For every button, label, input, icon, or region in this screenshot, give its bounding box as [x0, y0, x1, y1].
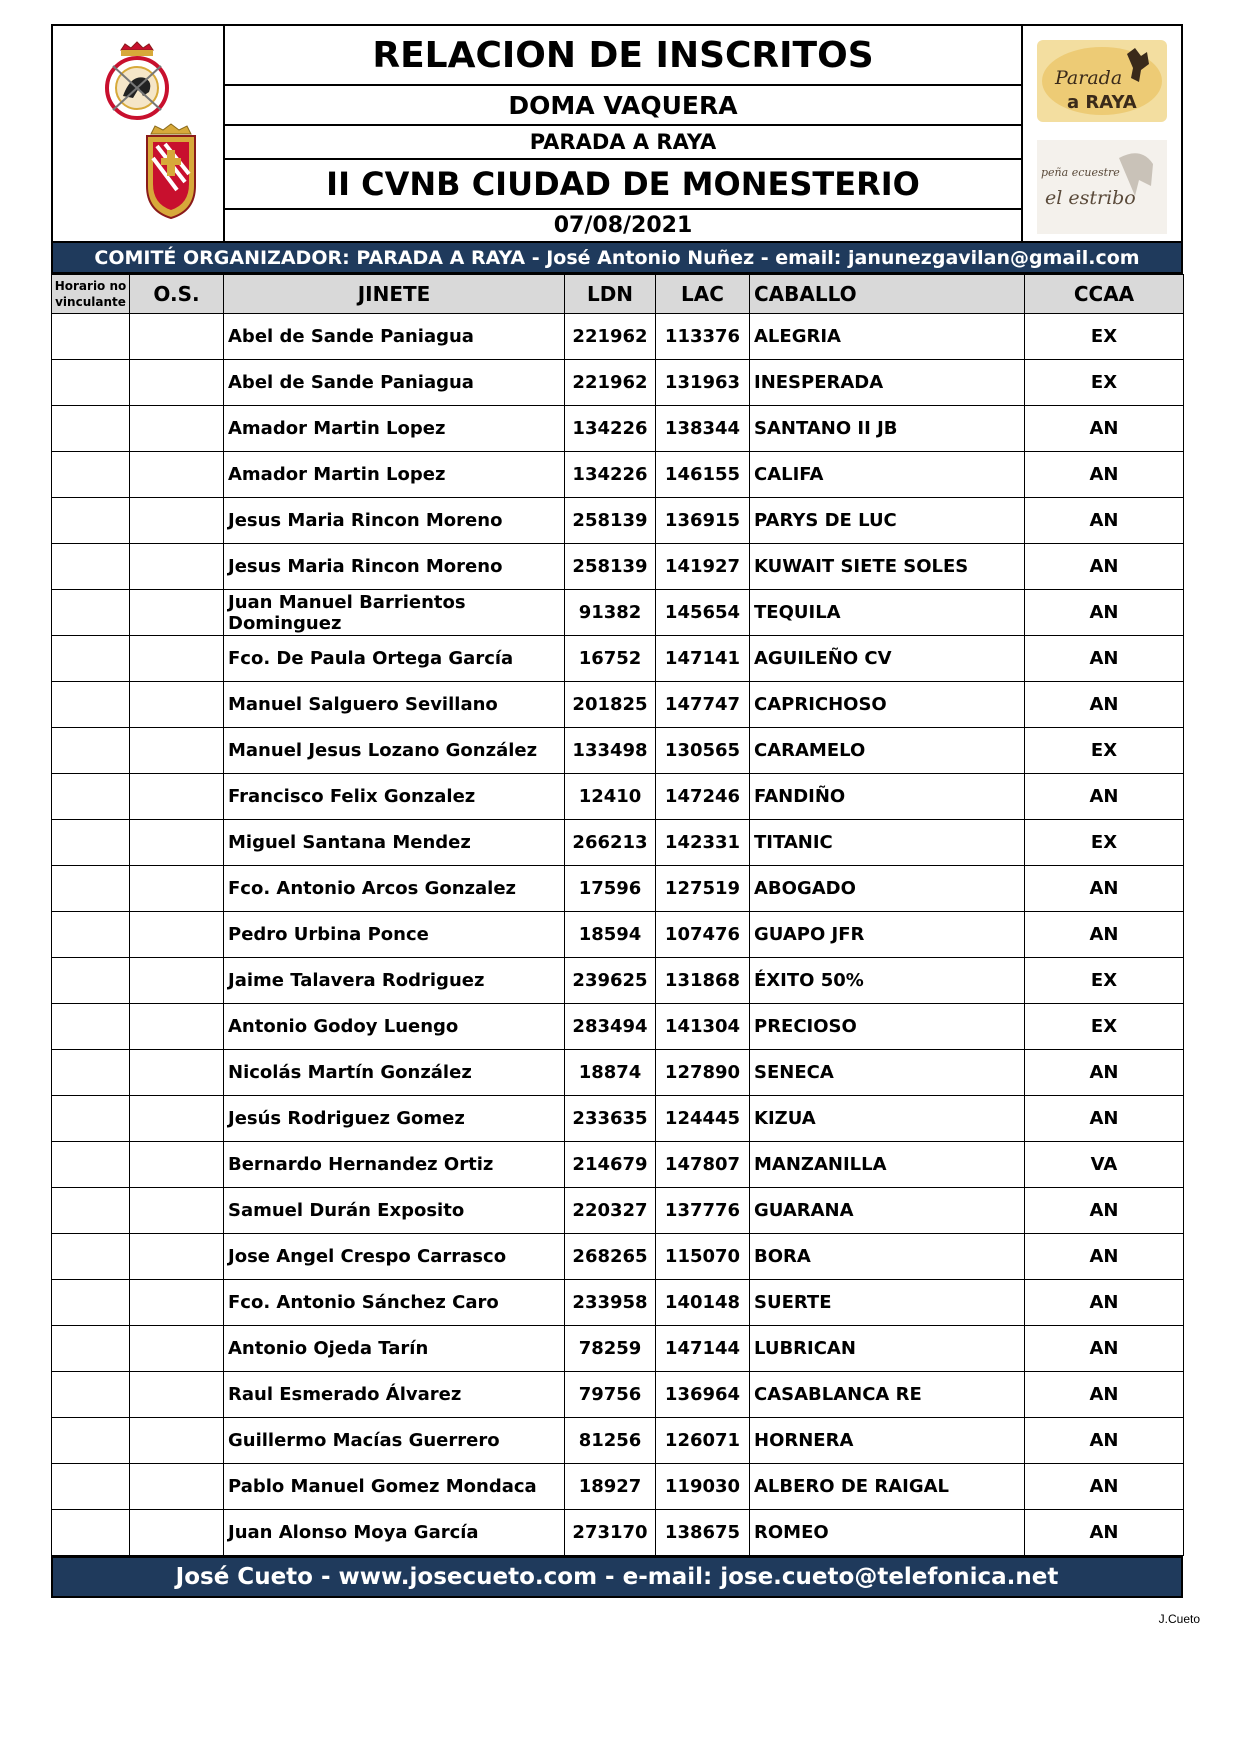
cell-lac: 113376: [656, 314, 750, 360]
cell-lac: 137776: [656, 1188, 750, 1234]
cell-os: [130, 1188, 224, 1234]
cell-ldn: 214679: [565, 1142, 656, 1188]
cell-os: [130, 1464, 224, 1510]
cell-caballo: TITANIC: [750, 820, 1025, 866]
cell-jinete: Antonio Godoy Luengo: [224, 1004, 565, 1050]
cell-caballo: CARAMELO: [750, 728, 1025, 774]
table-row: [52, 774, 1184, 820]
cell-ccaa: AN: [1025, 1510, 1184, 1556]
cell-jinete: Juan Alonso Moya García: [224, 1510, 565, 1556]
cell-os: [130, 774, 224, 820]
table-row: [52, 912, 1184, 958]
cell-lac: 142331: [656, 820, 750, 866]
cell-caballo: KUWAIT SIETE SOLES: [750, 544, 1025, 590]
cell-horario: [52, 774, 130, 820]
cell-ldn: 239625: [565, 958, 656, 1004]
cell-ldn: 18594: [565, 912, 656, 958]
cell-ldn: 91382: [565, 590, 656, 636]
cell-caballo: PARYS DE LUC: [750, 498, 1025, 544]
cell-lac: 141304: [656, 1004, 750, 1050]
cell-horario: [52, 498, 130, 544]
table-row: [52, 866, 1184, 912]
col-caballo: CABALLO: [750, 275, 1025, 314]
cell-jinete: Abel de Sande Paniagua: [224, 360, 565, 406]
cell-lac: 136964: [656, 1372, 750, 1418]
cell-ccaa: AN: [1025, 912, 1184, 958]
cell-lac: 115070: [656, 1234, 750, 1280]
cell-horario: [52, 590, 130, 636]
cell-ldn: 134226: [565, 406, 656, 452]
cell-os: [130, 360, 224, 406]
cell-os: [130, 1326, 224, 1372]
cell-caballo: AGUILEÑO CV: [750, 636, 1025, 682]
cell-jinete: Fco. Antonio Sánchez Caro: [224, 1280, 565, 1326]
cell-lac: 141927: [656, 544, 750, 590]
cell-horario: [52, 1050, 130, 1096]
cell-jinete: Miguel Santana Mendez: [224, 820, 565, 866]
cell-os: [130, 912, 224, 958]
cell-lac: 136915: [656, 498, 750, 544]
cell-jinete: Raul Esmerado Álvarez: [224, 1372, 565, 1418]
cell-ccaa: AN: [1025, 544, 1184, 590]
document-sheet: [51, 24, 1183, 1598]
cell-caballo: LUBRICAN: [750, 1326, 1025, 1372]
cell-caballo: FANDIÑO: [750, 774, 1025, 820]
cell-caballo: PRECIOSO: [750, 1004, 1025, 1050]
cell-jinete: Jesus Maria Rincon Moreno: [224, 544, 565, 590]
table-row: [52, 636, 1184, 682]
cell-ldn: 220327: [565, 1188, 656, 1234]
cell-horario: [52, 866, 130, 912]
cell-jinete: Samuel Durán Exposito: [224, 1188, 565, 1234]
cell-caballo: CAPRICHOSO: [750, 682, 1025, 728]
cell-horario: [52, 1234, 130, 1280]
cell-jinete: Jesus Maria Rincon Moreno: [224, 498, 565, 544]
cell-lac: 131868: [656, 958, 750, 1004]
cell-lac: 140148: [656, 1280, 750, 1326]
cell-os: [130, 1096, 224, 1142]
cell-ldn: 258139: [565, 498, 656, 544]
cell-lac: 124445: [656, 1096, 750, 1142]
cell-os: [130, 1142, 224, 1188]
header-block: [51, 24, 1183, 241]
cell-ccaa: AN: [1025, 866, 1184, 912]
cell-horario: [52, 728, 130, 774]
cell-horario: [52, 1418, 130, 1464]
table-row: [52, 1142, 1184, 1188]
table-row: [52, 1418, 1184, 1464]
left-logos: [53, 26, 225, 241]
cell-jinete: Guillermo Macías Guerrero: [224, 1418, 565, 1464]
cell-os: [130, 958, 224, 1004]
cell-ccaa: EX: [1025, 958, 1184, 1004]
col-ldn: LDN: [565, 275, 656, 314]
cell-lac: 138675: [656, 1510, 750, 1556]
cell-jinete: Amador Martin Lopez: [224, 406, 565, 452]
cell-jinete: Manuel Jesus Lozano González: [224, 728, 565, 774]
table-row: [52, 1188, 1184, 1234]
cell-ldn: 78259: [565, 1326, 656, 1372]
cell-caballo: SENECA: [750, 1050, 1025, 1096]
cell-ldn: 233635: [565, 1096, 656, 1142]
cell-ldn: 201825: [565, 682, 656, 728]
table-row: [52, 314, 1184, 360]
svg-text:el estribo: el estribo: [1045, 187, 1136, 209]
cell-horario: [52, 912, 130, 958]
cell-ccaa: AN: [1025, 636, 1184, 682]
cell-horario: [52, 1464, 130, 1510]
cell-jinete: Jaime Talavera Rodriguez: [224, 958, 565, 1004]
cell-jinete: Nicolás Martín González: [224, 1050, 565, 1096]
cell-os: [130, 498, 224, 544]
cell-horario: [52, 682, 130, 728]
table-row: [52, 820, 1184, 866]
cell-os: [130, 1050, 224, 1096]
cell-os: [130, 1234, 224, 1280]
cell-caballo: CALIFA: [750, 452, 1025, 498]
cell-os: [130, 590, 224, 636]
cell-horario: [52, 1510, 130, 1556]
cell-ccaa: EX: [1025, 728, 1184, 774]
cell-jinete: Francisco Felix Gonzalez: [224, 774, 565, 820]
cell-ldn: 18874: [565, 1050, 656, 1096]
cell-horario: [52, 360, 130, 406]
col-os: O.S.: [130, 275, 224, 314]
cell-lac: 147747: [656, 682, 750, 728]
cell-ccaa: AN: [1025, 452, 1184, 498]
cell-ccaa: EX: [1025, 1004, 1184, 1050]
table-row: [52, 728, 1184, 774]
cell-caballo: SUERTE: [750, 1280, 1025, 1326]
table-header-row: [52, 275, 1184, 314]
cell-lac: 131963: [656, 360, 750, 406]
cell-jinete: Jose Angel Crespo Carrasco: [224, 1234, 565, 1280]
cell-ldn: 233958: [565, 1280, 656, 1326]
cell-ldn: 258139: [565, 544, 656, 590]
cell-jinete: Jesús Rodriguez Gomez: [224, 1096, 565, 1142]
cell-horario: [52, 1004, 130, 1050]
cell-ccaa: AN: [1025, 1234, 1184, 1280]
svg-text:Parada: Parada: [1055, 67, 1123, 89]
cell-lac: 127890: [656, 1050, 750, 1096]
cell-lac: 146155: [656, 452, 750, 498]
cell-caballo: ÉXITO 50%: [750, 958, 1025, 1004]
cell-caballo: ABOGADO: [750, 866, 1025, 912]
cell-ldn: 81256: [565, 1418, 656, 1464]
cell-horario: [52, 406, 130, 452]
cell-jinete: Abel de Sande Paniagua: [224, 314, 565, 360]
equestrian-federation-emblem-icon: [107, 42, 167, 118]
cell-caballo: ALEGRIA: [750, 314, 1025, 360]
right-logos: [1021, 26, 1181, 241]
cell-ldn: 17596: [565, 866, 656, 912]
table-row: [52, 590, 1184, 636]
cell-jinete: Fco. Antonio Arcos Gonzalez: [224, 866, 565, 912]
event-date: 07/08/2021: [553, 213, 693, 238]
cell-lac: 147141: [656, 636, 750, 682]
cell-ccaa: VA: [1025, 1142, 1184, 1188]
cell-ldn: 133498: [565, 728, 656, 774]
col-jinete: JINETE: [224, 275, 565, 314]
cell-horario: [52, 1096, 130, 1142]
table-row: [52, 1464, 1184, 1510]
cell-horario: [52, 636, 130, 682]
table-row: [52, 1326, 1184, 1372]
monesterio-coat-of-arms-icon: [147, 124, 195, 218]
cell-horario: [52, 314, 130, 360]
cell-caballo: CASABLANCA RE: [750, 1372, 1025, 1418]
cell-lac: 147807: [656, 1142, 750, 1188]
cell-os: [130, 544, 224, 590]
cell-ldn: 221962: [565, 314, 656, 360]
col-horario: Horario no vinculante: [52, 275, 130, 314]
table-row: [52, 544, 1184, 590]
discipline-title: DOMA VAQUERA: [225, 86, 1021, 126]
cell-ldn: 268265: [565, 1234, 656, 1280]
cell-ccaa: AN: [1025, 590, 1184, 636]
federation-crest-icon: [53, 26, 223, 239]
title-stack: [225, 26, 1021, 241]
cell-caballo: BORA: [750, 1234, 1025, 1280]
cell-lac: 127519: [656, 866, 750, 912]
cell-os: [130, 820, 224, 866]
table-row: [52, 1004, 1184, 1050]
cell-os: [130, 452, 224, 498]
cell-jinete: Bernardo Hernandez Ortiz: [224, 1142, 565, 1188]
cell-os: [130, 314, 224, 360]
table-row: [52, 682, 1184, 728]
cell-lac: 107476: [656, 912, 750, 958]
cell-horario: [52, 958, 130, 1004]
cell-ccaa: AN: [1025, 498, 1184, 544]
cell-ccaa: AN: [1025, 774, 1184, 820]
cell-lac: 138344: [656, 406, 750, 452]
svg-text:a RAYA: a RAYA: [1067, 92, 1137, 113]
footer-contact-band: José Cueto - www.josecueto.com - e-mail: jose.cueto@telefonica.net: [51, 1556, 1183, 1598]
cell-horario: [52, 544, 130, 590]
cell-ccaa: AN: [1025, 1280, 1184, 1326]
cell-os: [130, 1418, 224, 1464]
cell-ldn: 283494: [565, 1004, 656, 1050]
table-row: [52, 1050, 1184, 1096]
cell-caballo: ALBERO DE RAIGAL: [750, 1464, 1025, 1510]
cell-ccaa: AN: [1025, 1372, 1184, 1418]
cell-caballo: KIZUA: [750, 1096, 1025, 1142]
event-title: II CVNB CIUDAD DE MONESTERIO: [225, 160, 1021, 210]
cell-ccaa: AN: [1025, 406, 1184, 452]
table-row: [52, 406, 1184, 452]
cell-jinete: Pedro Urbina Ponce: [224, 912, 565, 958]
cell-jinete: Manuel Salguero Sevillano: [224, 682, 565, 728]
table-row: [52, 958, 1184, 1004]
col-ccaa: CCAA: [1025, 275, 1184, 314]
cell-ccaa: AN: [1025, 1418, 1184, 1464]
cell-lac: 145654: [656, 590, 750, 636]
table-row: [52, 1096, 1184, 1142]
cell-lac: 130565: [656, 728, 750, 774]
cell-caballo: MANZANILLA: [750, 1142, 1025, 1188]
cell-horario: [52, 1142, 130, 1188]
organizing-committee-band: COMITÉ ORGANIZADOR: PARADA A RAYA - José Antonio Nuñez - email: janunezgavilan@gmail.com: [51, 241, 1183, 274]
cell-lac: 147246: [656, 774, 750, 820]
cell-os: [130, 682, 224, 728]
cell-caballo: ROMEO: [750, 1510, 1025, 1556]
cell-ldn: 12410: [565, 774, 656, 820]
cell-caballo: INESPERADA: [750, 360, 1025, 406]
cell-os: [130, 866, 224, 912]
cell-ldn: 273170: [565, 1510, 656, 1556]
cell-os: [130, 1510, 224, 1556]
cell-caballo: TEQUILA: [750, 590, 1025, 636]
cell-ccaa: AN: [1025, 682, 1184, 728]
page-title: RELACION DE INSCRITOS: [225, 26, 1021, 86]
cell-horario: [52, 820, 130, 866]
cell-ldn: 266213: [565, 820, 656, 866]
cell-os: [130, 636, 224, 682]
cell-jinete: Pablo Manuel Gomez Mondaca: [224, 1464, 565, 1510]
cell-ldn: 221962: [565, 360, 656, 406]
cell-os: [130, 1280, 224, 1326]
parada-a-raya-logo-icon: [1037, 40, 1167, 122]
table-row: [52, 452, 1184, 498]
cell-ccaa: AN: [1025, 1464, 1184, 1510]
cell-os: [130, 728, 224, 774]
table-row: [52, 1280, 1184, 1326]
cell-ccaa: EX: [1025, 314, 1184, 360]
cell-jinete: Fco. De Paula Ortega García: [224, 636, 565, 682]
cell-horario: [52, 1280, 130, 1326]
cell-ccaa: AN: [1025, 1050, 1184, 1096]
cell-os: [130, 1372, 224, 1418]
entries-table: [51, 274, 1184, 1556]
cell-horario: [52, 1326, 130, 1372]
cell-lac: 147144: [656, 1326, 750, 1372]
svg-text:peña ecuestre: peña ecuestre: [1041, 166, 1120, 179]
cell-ccaa: AN: [1025, 1326, 1184, 1372]
table-row: [52, 498, 1184, 544]
cell-jinete: Juan Manuel Barrientos Dominguez: [224, 590, 565, 636]
pena-el-estribo-logo-icon: [1037, 140, 1167, 234]
col-lac: LAC: [656, 275, 750, 314]
cell-os: [130, 1004, 224, 1050]
cell-ldn: 18927: [565, 1464, 656, 1510]
cell-jinete: Amador Martin Lopez: [224, 452, 565, 498]
cell-ldn: 79756: [565, 1372, 656, 1418]
cell-ldn: 134226: [565, 452, 656, 498]
cell-caballo: HORNERA: [750, 1418, 1025, 1464]
cell-ccaa: EX: [1025, 820, 1184, 866]
cell-jinete: Antonio Ojeda Tarín: [224, 1326, 565, 1372]
cell-caballo: GUARANA: [750, 1188, 1025, 1234]
cell-horario: [52, 1188, 130, 1234]
table-row: [52, 1510, 1184, 1556]
cell-os: [130, 406, 224, 452]
table-row: [52, 360, 1184, 406]
cell-ldn: 16752: [565, 636, 656, 682]
cell-horario: [52, 452, 130, 498]
cell-ccaa: AN: [1025, 1188, 1184, 1234]
table-row: [52, 1372, 1184, 1418]
sponsor-logos: [1023, 26, 1181, 239]
cell-caballo: GUAPO JFR: [750, 912, 1025, 958]
table-row: [52, 1234, 1184, 1280]
cell-horario: [52, 1372, 130, 1418]
organizer-subtitle: PARADA A RAYA: [225, 126, 1021, 160]
cell-lac: 119030: [656, 1464, 750, 1510]
cell-lac: 126071: [656, 1418, 750, 1464]
cell-caballo: SANTANO II JB: [750, 406, 1025, 452]
table-body: [52, 314, 1184, 1556]
cell-ccaa: AN: [1025, 1096, 1184, 1142]
signature: J.Cueto: [1158, 1612, 1200, 1626]
cell-ccaa: EX: [1025, 360, 1184, 406]
